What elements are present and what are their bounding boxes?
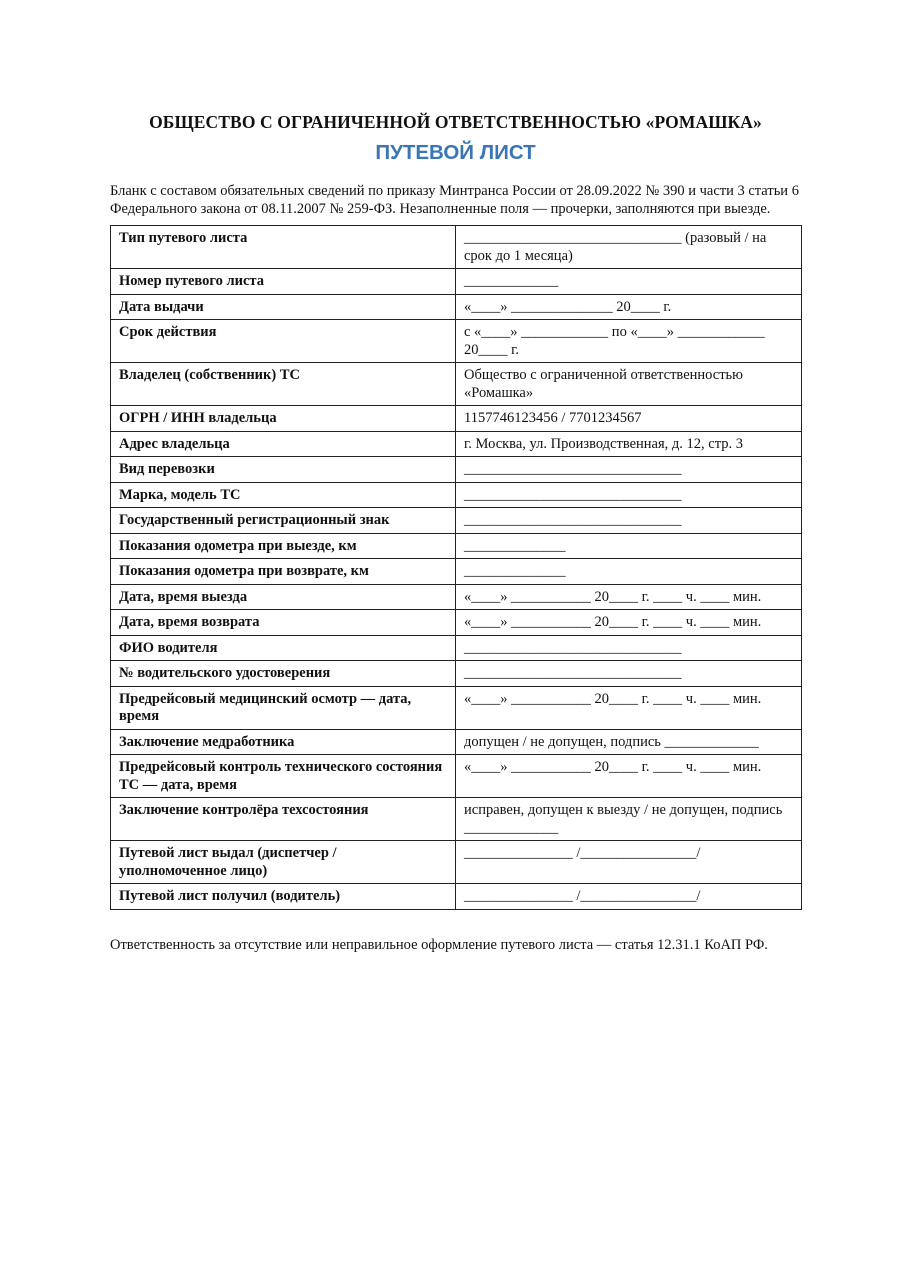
field-label: Номер путевого листа [111,269,456,295]
table-row [111,559,802,585]
table-row [111,269,802,295]
liability-note: Ответственность за отсутствие или неправильное оформление путевого листа — статья 12.31.1 КоАП РФ. [110,936,768,953]
field-value: ______________________________ [456,457,802,483]
field-label: Путевой лист выдал (диспетчер / уполномоченное лицо) [111,841,456,884]
field-value: «____» ___________ 20____ г. ____ ч. ____ мин. [456,686,802,729]
field-value: ______________________________ (разовый / на срок до 1 месяца) [456,226,802,269]
field-label: Показания одометра при возврате, км [111,559,456,585]
field-label: Предрейсовый контроль технического состояния ТС — дата, время [111,755,456,798]
field-label: Тип путевого листа [111,226,456,269]
table-row [111,661,802,687]
table-row [111,755,802,798]
table-row [111,320,802,363]
field-value: Общество с ограниченной ответственностью «Ромашка» [456,363,802,406]
field-label: № водительского удостоверения [111,661,456,687]
field-value: ______________________________ [456,635,802,661]
waybill-table [110,225,802,910]
table-row [111,841,802,884]
field-label: Вид перевозки [111,457,456,483]
field-value: _______________ /________________/ [456,841,802,884]
table-row [111,635,802,661]
field-label: Государственный регистрационный знак [111,508,456,534]
table-row [111,686,802,729]
table-row [111,482,802,508]
field-label: Дата, время возврата [111,610,456,636]
table-row [111,226,802,269]
field-value: «____» ___________ 20____ г. ____ ч. ____ мин. [456,755,802,798]
table-row [111,363,802,406]
field-value: ______________________________ [456,508,802,534]
intro-paragraph: Бланк с составом обязательных сведений по приказу Минтранса России от 28.09.2022 № 390 и части 3 статьи 6 Федерального закона от 08.11.2007 № 259-ФЗ. Незаполненные поля — прочерки, заполняются при выезде. [110,183,799,217]
field-label: Адрес владельца [111,431,456,457]
field-value: ______________ [456,533,802,559]
field-label: Владелец (собственник) ТС [111,363,456,406]
field-value: г. Москва, ул. Производственная, д. 12, стр. 3 [456,431,802,457]
table-row [111,610,802,636]
field-value: исправен, допущен к выезду / не допущен, подпись _____________ [456,798,802,841]
field-label: Заключение контролёра техсостояния [111,798,456,841]
document-title: ПУТЕВОЙ ЛИСТ [375,141,536,164]
field-value: с «____» ____________ по «____» ____________ 20____ г. [456,320,802,363]
field-value: 1157746123456 / 7701234567 [456,406,802,432]
table-row [111,884,802,910]
table-row [111,533,802,559]
field-value: ______________________________ [456,482,802,508]
field-label: Срок действия [111,320,456,363]
waybill-table-body [111,226,802,910]
field-value: допущен / не допущен, подпись _____________ [456,729,802,755]
table-row [111,798,802,841]
field-value: _______________ /________________/ [456,884,802,910]
field-value: _____________ [456,269,802,295]
table-row [111,406,802,432]
table-row [111,729,802,755]
organization-name: ОБЩЕСТВО С ОГРАНИЧЕННОЙ ОТВЕТСТВЕННОСТЬЮ «РОМАШКА» [149,112,762,132]
field-label: Показания одометра при выезде, км [111,533,456,559]
waybill-page [110,0,801,954]
field-value: «____» ______________ 20____ г. [456,294,802,320]
table-row [111,431,802,457]
field-value: «____» ___________ 20____ г. ____ ч. ____ мин. [456,610,802,636]
field-label: Дата, время выезда [111,584,456,610]
table-row [111,584,802,610]
field-label: ОГРН / ИНН владельца [111,406,456,432]
field-value: «____» ___________ 20____ г. ____ ч. ____ мин. [456,584,802,610]
table-row [111,457,802,483]
field-label: Предрейсовый медицинский осмотр — дата, время [111,686,456,729]
field-value: ______________ [456,559,802,585]
field-label: ФИО водителя [111,635,456,661]
field-label: Дата выдачи [111,294,456,320]
table-row [111,508,802,534]
field-label: Марка, модель ТС [111,482,456,508]
field-value: ______________________________ [456,661,802,687]
field-label: Заключение медработника [111,729,456,755]
table-row [111,294,802,320]
field-label: Путевой лист получил (водитель) [111,884,456,910]
